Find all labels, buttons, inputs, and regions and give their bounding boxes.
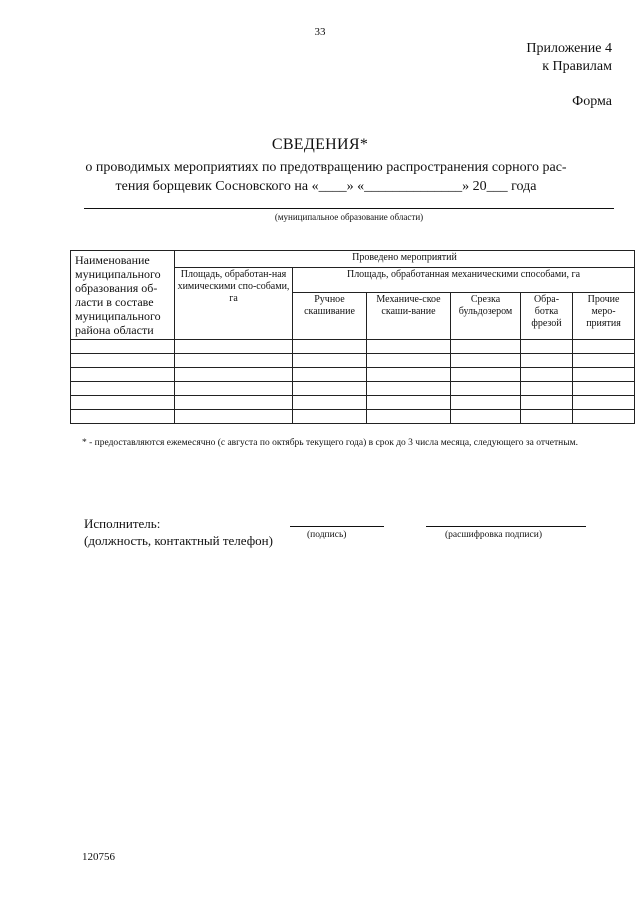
table-cell[interactable] xyxy=(293,382,367,396)
municipality-caption: (муниципальное образование области) xyxy=(274,212,424,222)
table-cell[interactable] xyxy=(573,354,635,368)
table-cell[interactable] xyxy=(451,382,521,396)
table-cell[interactable] xyxy=(451,396,521,410)
decryption-caption: (расшифровка подписи) xyxy=(445,530,542,540)
table-cell[interactable] xyxy=(451,410,521,424)
executor-label: Исполнитель: xyxy=(84,516,161,531)
table-cell[interactable] xyxy=(573,396,635,410)
table-cell[interactable] xyxy=(71,354,175,368)
subtitle-line-2: тения борщевик Сосновского на «____» «______________» 20___ года xyxy=(115,179,537,194)
table-cell[interactable] xyxy=(367,368,451,382)
table-header-row xyxy=(71,251,635,268)
executor-block xyxy=(84,515,273,549)
table-cell[interactable] xyxy=(71,340,175,354)
table-cell[interactable] xyxy=(521,410,573,424)
table-cell[interactable] xyxy=(175,382,293,396)
table-cell[interactable] xyxy=(71,368,175,382)
table-cell[interactable] xyxy=(451,368,521,382)
table-cell[interactable] xyxy=(521,368,573,382)
header-mechanical-area: Площадь, обработанная механическими способами, га xyxy=(293,268,635,293)
table-cell[interactable] xyxy=(293,354,367,368)
table-cell[interactable] xyxy=(573,410,635,424)
table-cell[interactable] xyxy=(573,382,635,396)
appendix-header xyxy=(526,40,612,76)
header-manual-mowing: Ручное скашивание xyxy=(293,293,367,340)
header-municipality: Наименование муниципального образования об-ласти в составе муниципального района области xyxy=(71,251,175,340)
table-cell[interactable] xyxy=(521,396,573,410)
header-measures-done: Проведено мероприятий xyxy=(175,251,635,268)
table-cell[interactable] xyxy=(71,396,175,410)
header-other-measures: Прочие меро-приятия xyxy=(573,293,635,340)
document-title: СВЕДЕНИЯ* xyxy=(271,136,369,153)
table-cell[interactable] xyxy=(175,340,293,354)
subtitle-line-1: о проводимых мероприятиях по предотвращению распространения сорного рас- xyxy=(85,160,567,175)
table-cell[interactable] xyxy=(175,396,293,410)
table-cell[interactable] xyxy=(293,368,367,382)
table-cell[interactable] xyxy=(71,382,175,396)
table-cell[interactable] xyxy=(573,368,635,382)
table-cell[interactable] xyxy=(367,382,451,396)
table-cell[interactable] xyxy=(175,354,293,368)
table-cell[interactable] xyxy=(521,354,573,368)
table-cell[interactable] xyxy=(175,368,293,382)
table-cell[interactable] xyxy=(367,396,451,410)
table-cell[interactable] xyxy=(367,410,451,424)
header-milling-treatment: Обра-ботка фрезой xyxy=(521,293,573,340)
table-cell[interactable] xyxy=(293,410,367,424)
signature-caption: (подпись) xyxy=(307,530,347,540)
table-row xyxy=(71,396,635,410)
report-table xyxy=(70,250,635,424)
document-code: 120756 xyxy=(82,851,115,863)
document-subtitle xyxy=(62,158,590,196)
table-cell[interactable] xyxy=(451,340,521,354)
decryption-line[interactable] xyxy=(426,526,586,527)
table-row xyxy=(71,382,635,396)
page-number: 33 xyxy=(314,26,326,38)
table-cell[interactable] xyxy=(521,340,573,354)
municipality-input-line[interactable] xyxy=(84,208,614,209)
table-cell[interactable] xyxy=(521,382,573,396)
appendix-line-2: к Правилам xyxy=(542,59,612,74)
table-cell[interactable] xyxy=(451,354,521,368)
form-label: Форма xyxy=(572,94,612,109)
header-chemical-area: Площадь, обработан-ная химическими спо-собами, га xyxy=(175,268,293,340)
table-cell[interactable] xyxy=(573,340,635,354)
signature-line[interactable] xyxy=(290,526,384,527)
table-cell[interactable] xyxy=(71,410,175,424)
table-cell[interactable] xyxy=(293,340,367,354)
table-row xyxy=(71,354,635,368)
table-cell[interactable] xyxy=(293,396,367,410)
appendix-line-1: Приложение 4 xyxy=(526,41,612,56)
table-cell[interactable] xyxy=(367,354,451,368)
table-cell[interactable] xyxy=(175,410,293,424)
table-cell[interactable] xyxy=(367,340,451,354)
table-row xyxy=(71,340,635,354)
header-bulldozer-cutting: Срезка бульдозером xyxy=(451,293,521,340)
table-row xyxy=(71,368,635,382)
table-row xyxy=(71,410,635,424)
header-mechanical-mowing: Механиче-ское скаши-вание xyxy=(367,293,451,340)
footnote: * - предоставляются ежемесячно (с августа по октябрь текущего года) в срок до 3 числа месяца, следующего за отчетным. xyxy=(82,438,578,448)
executor-detail: (должность, контактный телефон) xyxy=(84,533,273,548)
